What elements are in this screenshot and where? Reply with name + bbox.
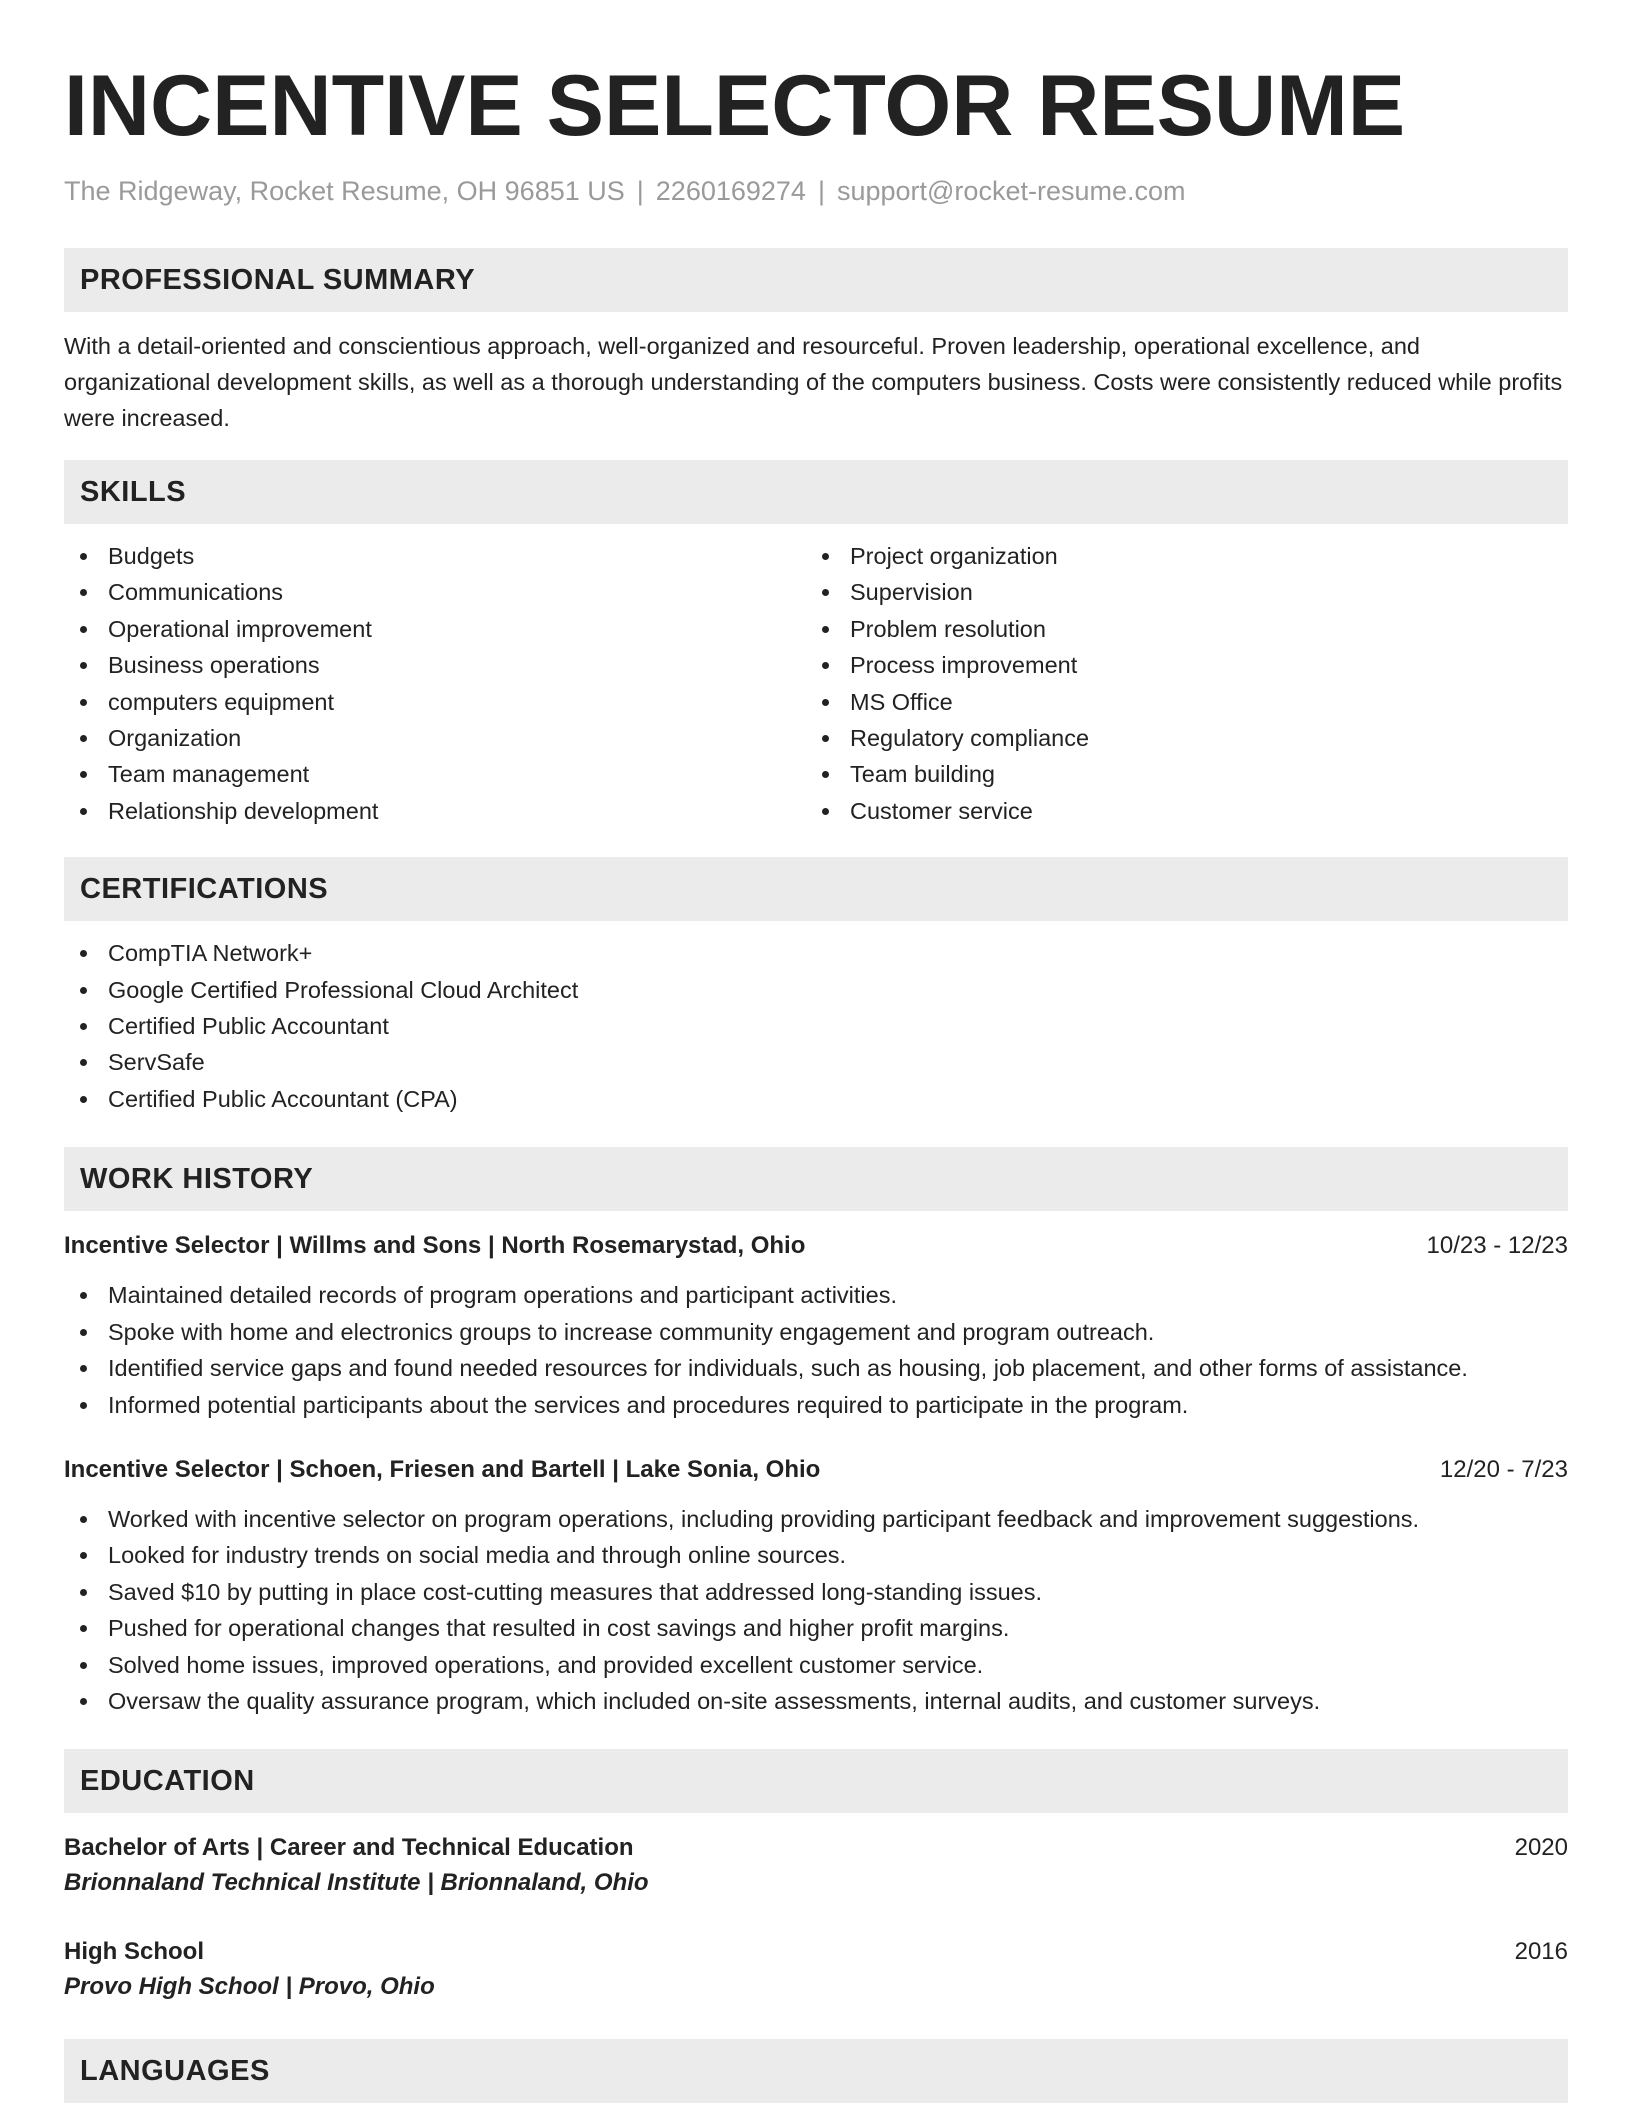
section-title: WORK HISTORY [80,1162,314,1195]
list-item: Regulatory compliance [806,720,1548,756]
education-header [64,1831,1568,1865]
graduation-year: 2020 [1514,1834,1568,1862]
job-title: Incentive Selector | Schoen, Friesen and Bartell | Lake Sonia, Ohio [64,1455,821,1483]
list-item: Solved home issues, improved operations, and provided excellent customer service. [64,1647,1568,1683]
education-entry [64,1935,1568,2005]
list-item: Worked with incentive selector on program operations, including providing participant feedback and improvement suggestions. [64,1501,1568,1537]
resume-title: INCENTIVE SELECTOR RESUME [64,58,1406,154]
education-entry [64,1831,1568,1901]
section-title: LANGUAGES [80,2054,270,2087]
job-entry [64,1229,1568,1423]
contact-email: support@rocket-resume.com [836,176,1186,206]
degree: Bachelor of Arts | Career and Technical Education [64,1834,634,1862]
list-item: Google Certified Professional Cloud Architect [64,972,1568,1008]
list-item: Pushed for operational changes that resulted in cost savings and higher profit margins. [64,1610,1568,1646]
list-item: ServSafe [64,1044,1568,1080]
list-item: Informed potential participants about the services and procedures required to participate in the program. [64,1387,1568,1423]
job-bullets [64,1277,1568,1423]
job-dates: 12/20 - 7/23 [1439,1455,1568,1483]
job-dates: 10/23 - 12/23 [1426,1232,1568,1260]
job-bullets [64,1501,1568,1719]
list-item: Organization [64,720,806,756]
contact-line [64,174,1568,208]
list-item: computers equipment [64,684,806,720]
certifications-list [64,935,1568,1117]
section-header-skills [64,460,1568,524]
job-header [64,1229,1568,1263]
section-header-summary [64,248,1568,312]
graduation-year: 2016 [1514,1938,1568,1966]
list-item: Supervision [806,574,1548,610]
list-item: Customer service [806,793,1548,829]
list-item: Team building [806,756,1548,792]
list-item: Problem resolution [806,611,1548,647]
school: Brionnaland Technical Institute | Brionnaland, Ohio [64,1869,649,1897]
list-item: Operational improvement [64,611,806,647]
section-header-languages [64,2039,1568,2103]
contact-phone: 2260169274 [655,176,806,206]
section-title: CERTIFICATIONS [80,872,329,905]
list-item: CompTIA Network+ [64,935,1568,971]
skills-column-left [64,538,806,829]
section-title: PROFESSIONAL SUMMARY [80,263,476,296]
list-item: Maintained detailed records of program operations and participant activities. [64,1277,1568,1313]
list-item: Process improvement [806,647,1548,683]
list-item: Certified Public Accountant [64,1008,1568,1044]
section-title: SKILLS [80,475,187,508]
skills-list [64,538,1568,829]
section-title: EDUCATION [80,1764,255,1797]
resume-page [64,0,1568,2103]
list-item: Identified service gaps and found needed resources for individuals, such as housing, job placement, and other forms of assistance. [64,1350,1568,1386]
list-item: Relationship development [64,793,806,829]
list-item: Project organization [806,538,1548,574]
summary-text: With a detail-oriented and conscientious approach, well-organized and resourceful. Proven leadership, operational excellence, and organizational development skills, as well as a thorough understanding of the computers business. Costs were consistently reduced while profits were increased. [64,333,1563,431]
job-header [64,1453,1568,1487]
job-title: Incentive Selector | Willms and Sons | North Rosemarystad, Ohio [64,1232,806,1260]
degree: High School [64,1938,204,1966]
list-item: Business operations [64,647,806,683]
contact-address: The Ridgeway, Rocket Resume, OH 96851 US [64,176,625,206]
school: Provo High School | Provo, Ohio [64,1973,435,2001]
list-item: Saved $10 by putting in place cost-cutting measures that addressed long-standing issues. [64,1574,1568,1610]
list-item: Team management [64,756,806,792]
list-item: Communications [64,574,806,610]
list-item: Budgets [64,538,806,574]
list-item: MS Office [806,684,1548,720]
section-header-certifications [64,857,1568,921]
list-item: Looked for industry trends on social media and through online sources. [64,1537,1568,1573]
section-header-work-history [64,1147,1568,1211]
skills-column-right [806,538,1548,829]
contact-separator: | [817,176,825,206]
contact-separator: | [636,176,644,206]
education-header [64,1935,1568,1969]
job-entry [64,1453,1568,1719]
list-item: Spoke with home and electronics groups to increase community engagement and program outreach. [64,1314,1568,1350]
list-item: Certified Public Accountant (CPA) [64,1081,1568,1117]
section-header-education [64,1749,1568,1813]
list-item: Oversaw the quality assurance program, which included on-site assessments, internal audits, and customer surveys. [64,1683,1568,1719]
